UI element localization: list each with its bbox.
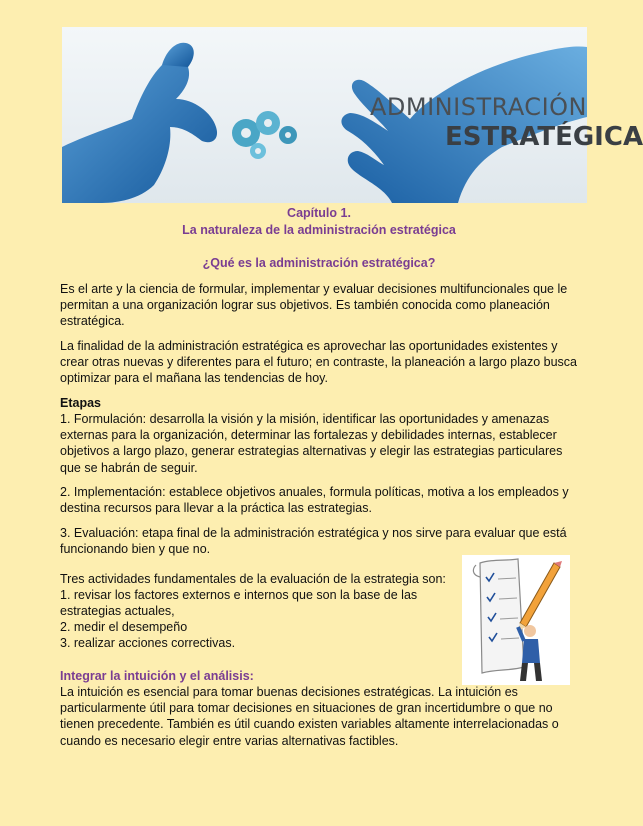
banner-title-line1: ADMINISTRACIÓN	[370, 93, 587, 121]
evaluation-item-3: 3. realizar acciones correctivas.	[60, 636, 236, 650]
header-banner-image	[62, 27, 643, 203]
purpose-paragraph: La finalidad de la administración estratégica es aprovechar las oportunidades existentes y crear otras nuevas y diferentes para el futuro; en contraste, la planeación a largo plazo busca optimizar para el mañana las tendencias de hoy.	[60, 339, 577, 386]
chapter-title: La naturaleza de la administración estratégica	[182, 223, 456, 237]
section-question: ¿Qué es la administración estratégica?	[202, 256, 436, 270]
intuition-heading: Integrar la intuición y el análisis:	[60, 669, 254, 683]
evaluation-intro: Tres actividades fundamentales de la evaluación de la estrategia son:	[60, 572, 446, 586]
evaluation-item-2: 2. medir el desempeño	[60, 620, 188, 634]
etapas-heading: Etapas	[60, 396, 101, 410]
banner-title-line2: ESTRATÉGICA	[445, 122, 643, 152]
paper-icon	[480, 559, 524, 673]
evaluation-item-1: 1. revisar los factores externos e internos que son la base de las estrategias actuales,	[60, 588, 418, 619]
pencil-icon	[520, 563, 560, 627]
etapa-formulacion: 1. Formulación: desarrolla la visión y la misión, identificar las oportunidades y amenazas externas para la organización, determinar las fortalezas y debilidades internas, establecer objetivos a largo plazo, generar estrategias alternativas y elegir las estrategias particulares que se habrán de seguir.	[60, 412, 563, 475]
left-hand-icon	[62, 58, 217, 203]
intuition-paragraph: La intuición es esencial para tomar buenas decisiones estratégicas. La intuición es particularmente útil para tomar decisiones en situaciones de gran incertidumbre o que no tienen precedente. También es útil cuando existen variables altamente interrelacionadas o cuando es necesario elegir entre varias alternativas factibles.	[60, 685, 559, 748]
chapter-number: Capítulo 1.	[287, 206, 351, 220]
checklist-pencil-illustration	[462, 555, 570, 685]
etapa-implementacion: 2. Implementación: establece objetivos anuales, formula políticas, motiva a los empleados y destina recursos para llevar a la práctica las estrategias.	[60, 485, 569, 516]
definition-paragraph: Es el arte y la ciencia de formular, implementar y evaluar decisiones multifuncionales que le permitan a una organización lograr sus objetivos. Es también conocida como planeación estratégica.	[60, 282, 568, 329]
etapa-evaluacion: 3. Evaluación: etapa final de la administración estratégica y nos sirve para evaluar que está funcionando bien y que no.	[60, 526, 567, 557]
person-head-icon	[524, 625, 536, 637]
gears-icon	[232, 111, 297, 159]
